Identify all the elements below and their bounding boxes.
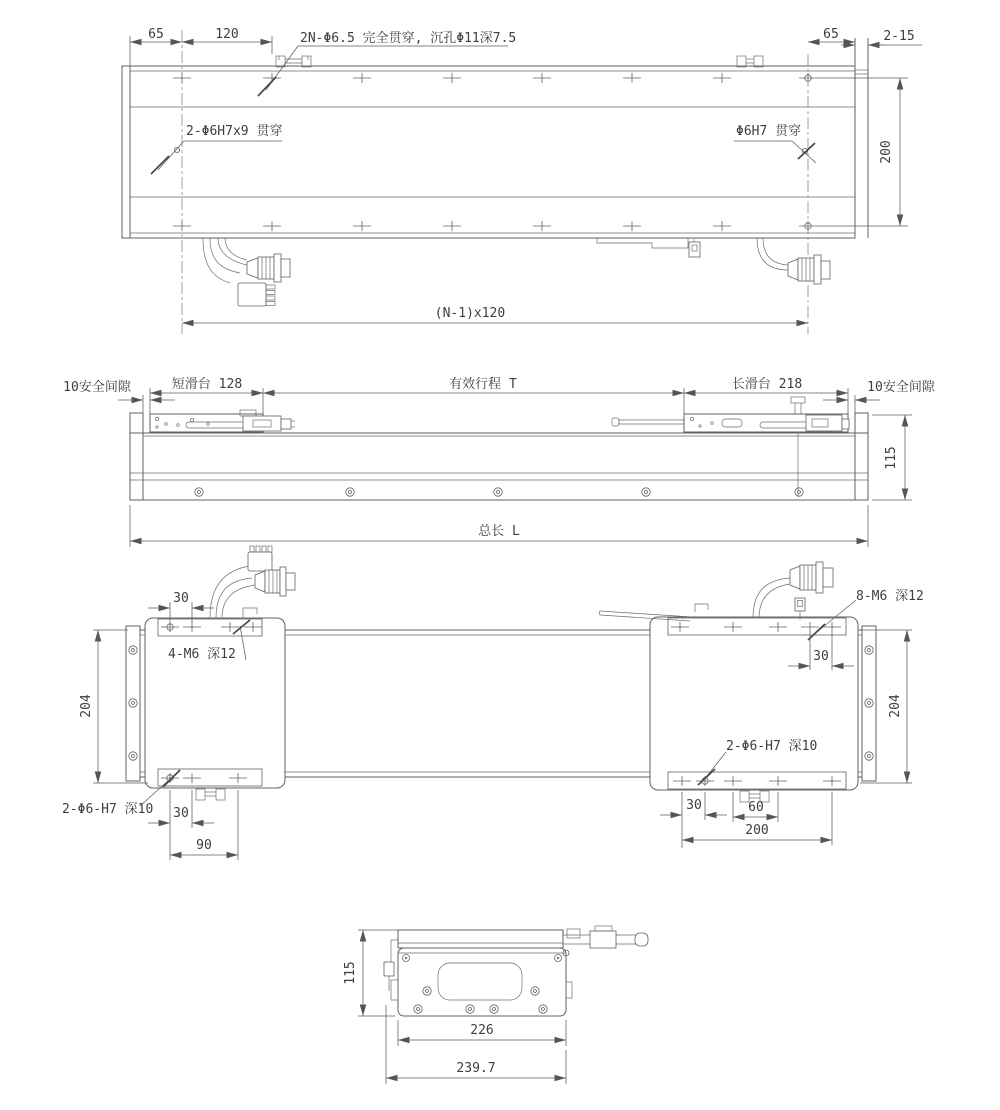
long-carriage [612,397,849,497]
sensor-clip-left [276,56,311,67]
small-plug [689,238,700,257]
rail-body-top-view [130,66,855,238]
note-8m6: 8-M6 深12 [856,589,924,604]
mounting-holes-top-row [173,73,817,83]
dim-gap-right: 10安全间隙 [867,380,935,395]
dim-long-slider: 长滑台 218 [731,377,803,392]
mounting-holes-bottom-row [173,221,817,231]
connector-round-right [788,255,830,284]
end-view [343,926,648,1084]
dim-total-length: 总长 L [478,524,520,539]
cable-right [689,238,830,284]
connector-round-left [247,254,290,282]
dim-204-right: 204 [888,694,903,718]
dim-65-right: 65 [823,27,839,42]
dim-204-left: 204 [79,694,94,718]
dim-2x15: 2-15 [883,29,915,44]
dim-239-7: 239.7 [456,1061,496,1076]
note-4m6: 4-M6 深12 [168,647,236,662]
end-cap-left-front [130,413,143,500]
note-counterbore: 2N-Φ6.5 完全贯穿, 沉孔Φ11深7.5 [300,31,517,46]
cable-bundle-left [203,238,290,306]
dim-30-top-right: 30 [813,649,829,664]
dim-60: 60 [748,800,764,815]
bottom-view [62,546,924,860]
dim-200-bottom: 200 [745,823,769,838]
top-view [122,27,922,334]
cable-bundle-bottom-view [210,546,295,618]
base-screws [195,488,803,496]
dim-65-left: 65 [148,27,164,42]
note-dowel-right: Φ6H7 贯穿 [736,124,802,139]
end-view-body [384,926,648,1016]
dim-30-bottom-right: 30 [686,798,702,813]
end-cap-left [122,66,130,238]
dim-pitch: (N-1)x120 [434,306,506,321]
note-dowel-left-bottom: 2-Φ6-H7 深10 [62,802,154,817]
bottom-notch [597,238,688,248]
dim-200: 200 [879,140,894,164]
dim-115-end: 115 [343,961,358,985]
dim-gap-left: 10安全间隙 [63,380,131,395]
dim-30-bottom-left: 30 [173,806,189,821]
dim-30-top-left: 30 [173,591,189,606]
dim-height-115: 115 [884,446,899,470]
dowel-hole-left [174,147,179,152]
dim-short-slider: 短滑台 128 [171,377,243,392]
dim-stroke: 有效行程 T [449,377,517,392]
note-dowel-right-bottom: 2-Φ6-H7 深10 [726,739,818,754]
cable-right-bottom-view [753,562,833,620]
rail-body-front-view [130,433,868,500]
connector-round-bottom-right [790,562,833,593]
dim-120: 120 [215,27,239,42]
front-view [63,377,936,547]
dim-90: 90 [196,838,212,853]
short-carriage-plate [145,608,285,800]
short-carriage [150,410,295,432]
clip-under-left-plate [196,789,225,800]
connector-rect-bottom-view [248,546,272,571]
connector-rect-left [238,283,275,306]
sensor-clip-right [737,56,763,67]
dim-226: 226 [470,1023,494,1038]
end-cap-right-front [855,413,868,500]
note-dowel-left: 2-Φ6H7x9 贯穿 [186,124,283,139]
